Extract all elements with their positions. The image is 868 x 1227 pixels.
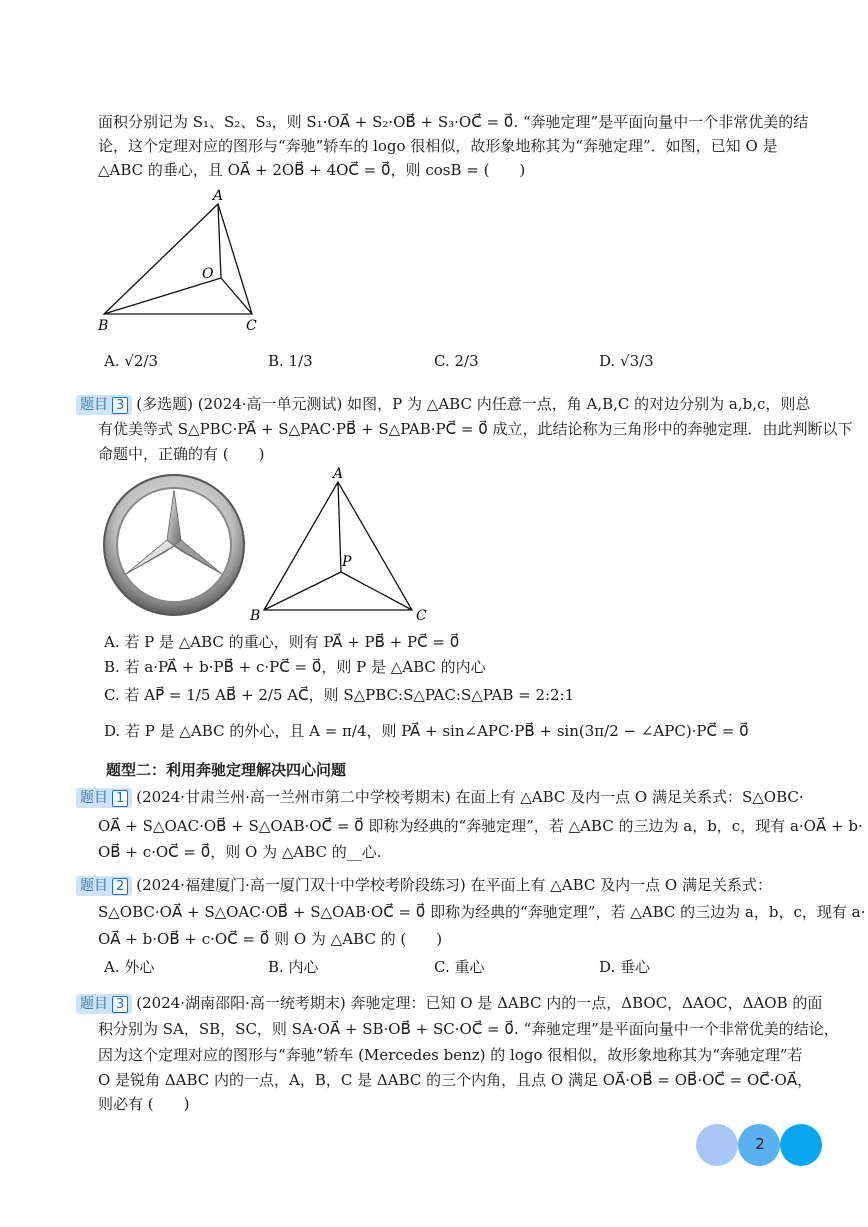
q3-line-3: 命题中，正确的有 ( ) bbox=[98, 445, 265, 463]
p3-line-5: 则必有 ( ) bbox=[98, 1095, 190, 1113]
question-tag: 题目 2 bbox=[76, 876, 132, 896]
question-tag: 题目 3 bbox=[76, 395, 132, 415]
intro-line-2: 论，这个定理对应的图形与“奔驰”轿车的 logo 很相似，故形象地称其为“奔驰定理”．如图，已知 O 是 bbox=[98, 137, 778, 155]
intro-line-3: △ABC 的垂心，且 OA⃗ + 2OB⃗ + 4OC⃗ = 0⃗，则 cosB = ( ) bbox=[98, 161, 526, 179]
p2-line-2: S△OBC·OA⃗ + S△OAC·OB⃗ + S△OAB·OC⃗ = 0⃗ 即称为经典的“奔驰定理”，若 △ABC 的三边为 a，b，c，现有 a· bbox=[98, 903, 866, 921]
question-tag: 题目 1 bbox=[76, 788, 132, 808]
vertex-label-a: A bbox=[213, 188, 224, 204]
q3-option-a[interactable]: A. 若 P 是 △ABC 的重心，则有 PA⃗ + PB⃗ + PC⃗ = 0⃗ bbox=[104, 633, 460, 651]
q3-option-d[interactable]: D. 若 P 是 △ABC 的外心，且 A = π/4，则 PA⃗ + sin∠APC·PB⃗ + sin(3π/2 − ∠APC)·PC⃗ = 0⃗ bbox=[104, 722, 749, 740]
q3-option-b[interactable]: B. 若 a·PA⃗ + b·PB⃗ + c·PC⃗ = 0⃗，则 P 是 △ABC 的内心 bbox=[104, 658, 486, 676]
point-label-p: P bbox=[342, 554, 352, 570]
p3-line-4: O 是锐角 ΔABC 内的一点，A，B，C 是 ΔABC 的三个内角，且点 O 满足 OA⃗·OB⃗ = OB⃗·OC⃗ = OC⃗·OA⃗， bbox=[98, 1071, 813, 1089]
vertex-label-c: C bbox=[416, 608, 427, 624]
vertex-label-c: C bbox=[246, 318, 257, 334]
point-label-o: O bbox=[202, 266, 214, 282]
intro-line-1: 面积分别记为 S₁、S₂、S₃，则 S₁·OA⃗ + S₂·OB⃗ + S₃·OC⃗ = 0⃗. “奔驰定理”是平面向量中一个非常优美的结 bbox=[98, 113, 809, 131]
p1-line-1: (2024·甘肃兰州·高一兰州市第二中学校考期末) 在面上有 △ABC 及内一点 O 满足关系式：S△OBC· bbox=[136, 788, 804, 806]
p2-option-b[interactable]: B. 内心 bbox=[268, 958, 319, 976]
p2-line-1: (2024·福建厦门·高一厦门双十中学校考阶段练习) 在平面上有 △ABC 及内一点 O 满足关系式： bbox=[136, 876, 772, 894]
option-a[interactable]: A. √2/3 bbox=[104, 352, 159, 370]
p3-line-3: 因为这个定理对应的图形与“奔驰”轿车 (Mercedes benz) 的 logo 很相似，故形象地称其为“奔驰定理”若 bbox=[98, 1046, 803, 1064]
p2-option-d[interactable]: D. 垂心 bbox=[599, 958, 651, 976]
p1-line-2: OA⃗ + S△OAC·OB⃗ + S△OAB·OC⃗ = 0⃗ 即称为经典的“奔驰定理”，若 △ABC 的三边为 a，b，c，现有 a·OA⃗ + b· bbox=[98, 817, 863, 835]
q3-option-c[interactable]: C. 若 AP⃗ = 1/5 AB⃗ + 2/5 AC⃗，则 S△PBC:S△PAC:S△PAB = 2:2:1 bbox=[104, 686, 575, 704]
q3-line-2: 有优美等式 S△PBC·PA⃗ + S△PAC·PB⃗ + S△PAB·PC⃗ = 0⃗ 成立，此结论称为三角形中的奔驰定理．由此判断以下 bbox=[98, 420, 853, 438]
p1-line-3: OB⃗ + c·OC⃗ = 0⃗，则 O 为 △ABC 的__心. bbox=[98, 843, 382, 861]
p2-line-3: OA⃗ + b·OB⃗ + c·OC⃗ = 0⃗ 则 O 为 △ABC 的 ( ) bbox=[98, 930, 443, 948]
p2-option-c[interactable]: C. 重心 bbox=[434, 958, 485, 976]
mercedes-logo-image bbox=[100, 470, 250, 620]
p3-line-1: (2024·湖南邵阳·高一统考期末) 奔驰定理：已知 O 是 ΔABC 内的一点，ΔBOC，ΔAOC，ΔAOB 的面 bbox=[136, 994, 823, 1012]
option-b[interactable]: B. 1/3 bbox=[268, 352, 313, 370]
vertex-label-b: B bbox=[98, 318, 109, 334]
question-tag: 题目 3 bbox=[76, 994, 132, 1014]
page-number: 2 bbox=[755, 1135, 765, 1153]
decor-circle-3 bbox=[780, 1124, 822, 1166]
triangle-figure-point-p bbox=[248, 462, 438, 624]
section-heading: 题型二：利用奔驰定理解决四心问题 bbox=[106, 761, 347, 779]
decor-circle-1 bbox=[696, 1124, 738, 1166]
vertex-label-a: A bbox=[333, 466, 344, 482]
p2-option-a[interactable]: A. 外心 bbox=[104, 958, 155, 976]
option-d[interactable]: D. √3/3 bbox=[599, 352, 654, 370]
triangle-figure-orthocenter bbox=[96, 186, 276, 336]
q3-line-1: (多选题) (2024·高一单元测试) 如图，P 为 △ABC 内任意一点，角 A,B,C 的对边分别为 a,b,c，则总 bbox=[136, 395, 811, 413]
p3-line-2: 积分别为 SA，SB，SC，则 SA·OA⃗ + SB·OB⃗ + SC·OC⃗ = 0⃗. “奔驰定理”是平面向量中一个非常优美的结论， bbox=[98, 1020, 839, 1038]
vertex-label-b: B bbox=[250, 608, 261, 624]
option-c[interactable]: C. 2/3 bbox=[434, 352, 479, 370]
